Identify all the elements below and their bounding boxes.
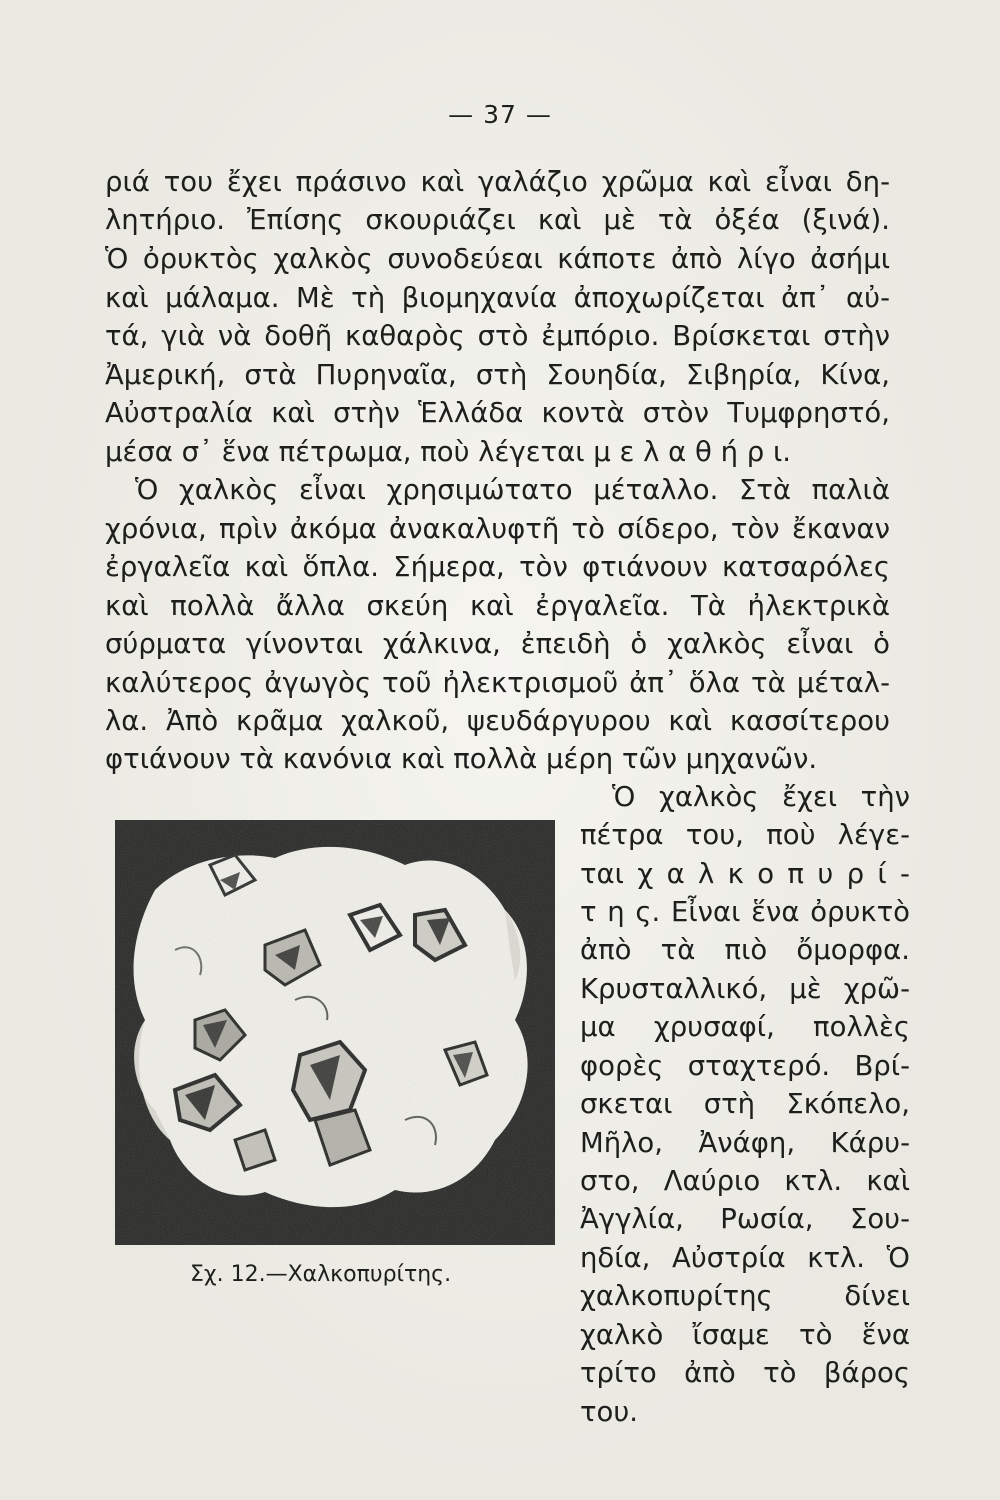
text-line: σκεται στὴ Σκόπελο, <box>580 1088 910 1120</box>
text-line: Μῆλο, Ἀνάφη, Κάρυ- <box>580 1127 910 1159</box>
text-line: λητήριο. Ἐπίσης σκουριάζει καὶ μὲ τὰ ὀξέα (ξινά). <box>105 204 890 236</box>
text-line: τρίτο ἀπὸ τὸ βάρος <box>580 1357 910 1389</box>
text-line: ἐργαλεῖα καὶ ὅπλα. Σήμερα, τὸν φτιάνουν κατσαρόλες <box>105 551 890 583</box>
text-line: Ἀγγλία, Ρωσία, Σου- <box>580 1203 910 1235</box>
page-number: — 37 — <box>448 100 552 129</box>
text-line: πέτρα του, ποὺ λέγε- <box>580 819 910 851</box>
figure-caption: Σχ. 12.—Χαλκοπυρίτης. <box>190 1262 452 1287</box>
text-line: λα. Ἀπὸ κρᾶμα χαλκοῦ, ψευδάργυρου καὶ κασσίτερου <box>105 705 890 737</box>
text-line: χρόνια, πρὶν ἀκόμα ἀνακαλυφτῆ τὸ σίδερο, τὸν ἔκαναν <box>105 513 890 545</box>
text-line: Ὁ ὀρυκτὸς χαλκὸς συνοδεύεαι κάποτε ἀπὸ λίγο ἀσήμι <box>105 243 890 275</box>
text-line: τά, γιὰ νὰ δοθῆ καθαρὸς στὸ ἐμπόριο. Βρίσκεται στὴν <box>105 320 890 352</box>
text-line: φορὲς σταχτερό. Βρί- <box>580 1050 910 1082</box>
text-line: Κρυσταλλικό, μὲ χρῶ- <box>580 973 910 1005</box>
text-line: μα χρυσαφί, πολλὲς <box>580 1011 910 1043</box>
text-line: χαλκοπυρίτης δίνει <box>580 1280 910 1312</box>
text-line: Ὁ χαλκὸς εἶναι χρησιμώτατο μέταλλο. Στὰ παλιὰ <box>135 474 890 506</box>
text-line: τ η ς. Εἶναι ἕνα ὀρυκτὸ <box>580 896 910 928</box>
text-line: του. <box>580 1396 639 1428</box>
text-line: καλύτερος ἀγωγὸς τοῦ ἠλεκτρισμοῦ ἀπ᾽ ὅλα τὰ μέταλ- <box>105 667 890 699</box>
text-line: ριά του ἔχει πράσινο καὶ γαλάζιο χρῶμα καὶ εἶναι δη- <box>105 166 890 198</box>
text-line: ηδία, Αὐστρία κτλ. Ὁ <box>580 1242 910 1274</box>
text-line: Αὐστραλία καὶ στὴν Ἑλλάδα κοντὰ στὸν Τυμφρηστό, <box>105 397 890 429</box>
text-line: στο, Λαύριο κτλ. καὶ <box>580 1165 910 1197</box>
text-line: μέσα σ᾽ ἕνα πέτρωμα, ποὺ λέγεται μ ε λ α θ ή ρ ι. <box>105 436 791 468</box>
text-line: καὶ μάλαμα. Μὲ τὴ βιομηχανία ἀποχωρίζεται ἀπ᾽ αὐ- <box>105 282 890 314</box>
text-line: Ἀμερική, στὰ Πυρηναῖα, στὴ Σουηδία, Σιβηρία, Κίνα, <box>105 359 890 391</box>
text-line: φτιάνουν τὰ κανόνια καὶ πολλὰ μέρη τῶν μηχανῶν. <box>105 743 818 775</box>
text-line: ται χ α λ κ ο π υ ρ ί - <box>580 858 910 890</box>
text-line: σύρματα γίνονται χάλκινα, ἐπειδὴ ὁ χαλκὸς εἶναι ὁ <box>105 628 890 660</box>
text-line: χαλκὸ ἴσαμε τὸ ἕνα <box>580 1319 910 1351</box>
text-line: ἀπὸ τὰ πιὸ ὄμορφα. <box>580 934 910 966</box>
text-line: Ὁ χαλκὸς ἔχει τὴν <box>612 781 910 813</box>
text-line: καὶ πολλὰ ἄλλα σκεύη καὶ ἐργαλεῖα. Τὰ ἠλεκτρικὰ <box>105 590 890 622</box>
chalcopyrite-photo <box>115 820 555 1245</box>
